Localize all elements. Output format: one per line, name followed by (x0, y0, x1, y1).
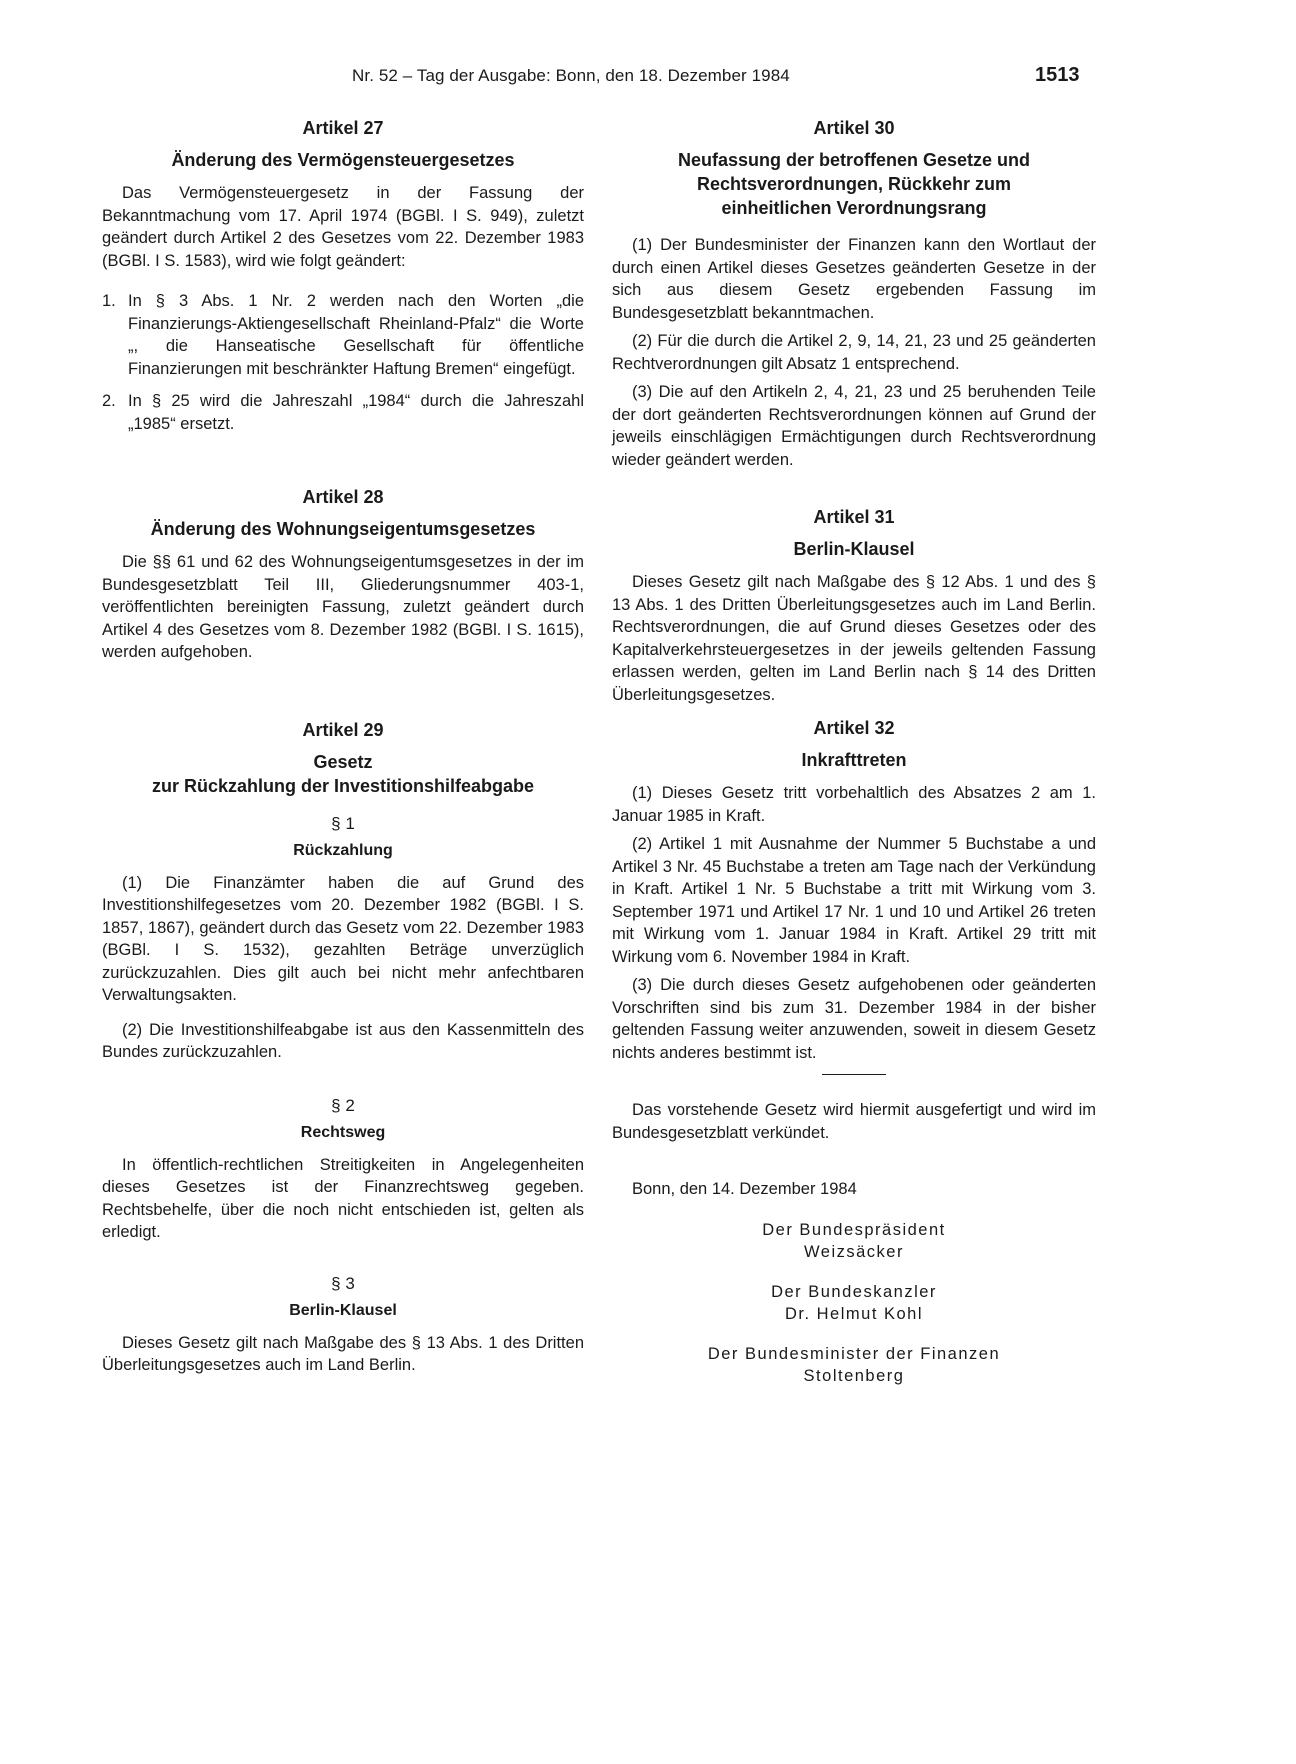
artikel-31-subtitle: Berlin-Klausel (793, 539, 915, 559)
separator-rule (822, 1074, 886, 1075)
artikel-30-subtitle: Neufassung der betroffenen Gesetze und Rechtsverordnungen, Rückkehr zum einheitlichen Verordnungsrang (677, 150, 1031, 218)
list-item-text: In § 25 wird die Jahreszahl „1984“ durch die Jahreszahl „1985“ ersetzt. (128, 392, 584, 433)
paragraph-2-title: Rechtsweg (300, 1123, 386, 1141)
signature-role: Der Bundespräsident (762, 1221, 946, 1239)
artikel-30-para-2: (2) Für die durch die Artikel 2, 9, 14, 21, 23 und 25 geänderten Rechtverordnungen gilt Absatz 1 entsprechend. (612, 332, 1096, 373)
closing-formula (612, 1099, 1096, 1387)
page-number: 1513 (1035, 64, 1080, 86)
artikel-29-subtitle-1: Gesetz (313, 751, 373, 772)
artikel-32-para-2: (2) Artikel 1 mit Ausnahme der Nummer 5 Buchstabe a und Artikel 3 Nr. 45 Buchstabe a treten am Tage nach der Verkündung in Kraft. Artikel 1 Nr. 5 Buchstabe a tritt mit Wirkung vom 3. September 1971 und Artikel 17 Nr. 1 und 10 und Artikel 26 treten mit Wirkung vom 1. Januar 1984 in Kraft. Artikel 29 tritt mit Wirkung vom 6. November 1984 in Kraft. (612, 835, 1096, 966)
artikel-30 (612, 116, 1096, 471)
signature-name: Weizsäcker (804, 1243, 904, 1261)
artikel-31-text: Dieses Gesetz gilt nach Maßgabe des § 12 Abs. 1 und des § 13 Abs. 1 des Dritten Überleitungsgesetzes auch im Land Berlin. Rechtsverordnungen, die auf Grund dieses Gesetzes oder des Kapitalverkehrsteuergesetzes in der jeweils geltenden Fassung erlassen werden, gelten im Land Berlin nach § 14 des Dritten Überleitungsgesetzes. (612, 573, 1096, 704)
artikel-30-title: Artikel 30 (813, 118, 895, 138)
signature-role: Der Bundesminister der Finanzen (707, 1345, 1001, 1363)
list-item-text: In § 3 Abs. 1 Nr. 2 werden nach den Worten „die Finanzierungs-Aktiengesellschaft Rheinland-Pfalz“ die Worte „, die Hanseatische Gesellschaft für öffentliche Finanzierungen mit beschränkter Haftung Bremen“ eingefügt. (128, 292, 584, 378)
artikel-29-subtitle-2: zur Rückzahlung der Investitionshilfeabgabe (151, 775, 535, 796)
paragraph-3-sign: § 3 (331, 1273, 355, 1293)
artikel-28-subtitle: Änderung des Wohnungseigentumsgesetzes (150, 519, 536, 539)
artikel-27-intro: Das Vermögensteuergesetz in der Fassung der Bekanntmachung vom 17. April 1974 (BGBl. I S. 949), zuletzt geändert durch Artikel 2 des Gesetzes vom 22. Dezember 1983 (BGBl. I S. 1583), wird wie folgt geändert: (102, 184, 584, 270)
paragraph-2-text: In öffentlich-rechtlichen Streitigkeiten in Angelegenheiten dieses Gesetzes ist der Finanzrechtsweg gegeben. Rechtsbehelfe, über die noch nicht entschieden ist, gelten als erledigt. (102, 1155, 584, 1241)
list-item-number: 1. (102, 292, 116, 310)
artikel-29 (102, 718, 584, 1377)
paragraph-3-text: Dieses Gesetz gilt nach Maßgabe des § 13 Abs. 1 des Dritten Überleitungsgesetzes auch im Land Berlin. (102, 1333, 584, 1374)
artikel-31 (612, 505, 1096, 706)
left-column (102, 116, 584, 1383)
issue-line: Nr. 52 – Tag der Ausgabe: Bonn, den 18. Dezember 1984 (352, 66, 790, 85)
artikel-30-para-1: (1) Der Bundesminister der Finanzen kann den Wortlaut der durch einen Artikel dieses Gesetzes geänderten Gesetze in der sich aus diesem Gesetz ergebenden Fassung im Bundesgesetzblatt bekanntmachen. (612, 236, 1096, 322)
artikel-29-title: Artikel 29 (302, 719, 384, 740)
artikel-28-title: Artikel 28 (302, 487, 384, 507)
list-item (102, 290, 584, 380)
signature-block (612, 1281, 1096, 1325)
closing-text: Das vorstehende Gesetz wird hiermit ausgefertigt und wird im Bundesgesetzblatt verkündet. (612, 1101, 1096, 1142)
artikel-32-para-1: (1) Dieses Gesetz tritt vorbehaltlich des Absatzes 2 am 1. Januar 1985 in Kraft. (612, 784, 1096, 825)
paragraph-1-text-2: (2) Die Investitionshilfeabgabe ist aus den Kassenmitteln des Bundes zurückzuzahlen. (102, 1020, 584, 1061)
artikel-27-title: Artikel 27 (302, 118, 384, 138)
artikel-27 (102, 116, 584, 435)
artikel-32-title: Artikel 32 (813, 718, 895, 738)
artikel-28-text: Die §§ 61 und 62 des Wohnungseigentumsgesetzes in der im Bundesgesetzblatt Teil III, Gliederungsnummer 403-1, veröffentlichten bereinigten Fassung, zuletzt geändert durch Artikel 4 des Gesetzes vom 8. Dezember 1982 (BGBl. I S. 1615), werden aufgehoben. (102, 553, 584, 661)
page-header (0, 66, 1296, 94)
artikel-32-para-3: (3) Die durch dieses Gesetz aufgehobenen oder geänderten Vorschriften sind bis zum 31. Dezember 1984 in der bisher geltenden Fassung weiter anzuwenden, soweit in diesem Gesetz nichts anderes bestimmt ist. (612, 976, 1096, 1062)
artikel-27-subtitle: Änderung des Vermögensteuergesetzes (171, 150, 515, 170)
paragraph-1-sign: § 1 (331, 813, 355, 833)
artikel-32 (612, 716, 1096, 1064)
paragraph-3-title: Berlin-Klausel (289, 1301, 397, 1319)
artikel-31-title: Artikel 31 (813, 507, 895, 527)
artikel-28 (102, 485, 584, 664)
place-date: Bonn, den 14. Dezember 1984 (632, 1180, 857, 1198)
paragraph-2-sign: § 2 (331, 1095, 355, 1115)
signature-block (612, 1219, 1096, 1263)
artikel-30-para-3: (3) Die auf den Artikeln 2, 4, 21, 23 und 25 beruhenden Teile der dort geänderten Rechtsverordnungen können auf Grund der jeweils einschlägigen Ermächtigungen durch Rechtsverordnung wieder geändert werden. (612, 383, 1096, 469)
signature-name: Stoltenberg (803, 1367, 905, 1385)
paragraph-1-text-1: (1) Die Finanzämter haben die auf Grund des Investitionshilfegesetzes vom 20. Dezember 1982 (BGBl. I S. 1857, 1867), geändert durch das Gesetz vom 22. Dezember 1983 (BGBl. I S. 1532), gezahlten Beträge unverzüglich zurückzuzahlen. Dies gilt auch bei nicht mehr anfechtbaren Verwaltungsakten. (102, 873, 584, 1004)
signature-role: Der Bundeskanzler (771, 1283, 937, 1301)
signature-block (612, 1343, 1096, 1387)
signature-name: Dr. Helmut Kohl (784, 1305, 924, 1323)
list-item (102, 390, 584, 435)
paragraph-1-title: Rückzahlung (293, 841, 393, 859)
artikel-32-subtitle: Inkrafttreten (801, 750, 907, 770)
list-item-number: 2. (102, 392, 116, 410)
right-column (612, 116, 1096, 1405)
